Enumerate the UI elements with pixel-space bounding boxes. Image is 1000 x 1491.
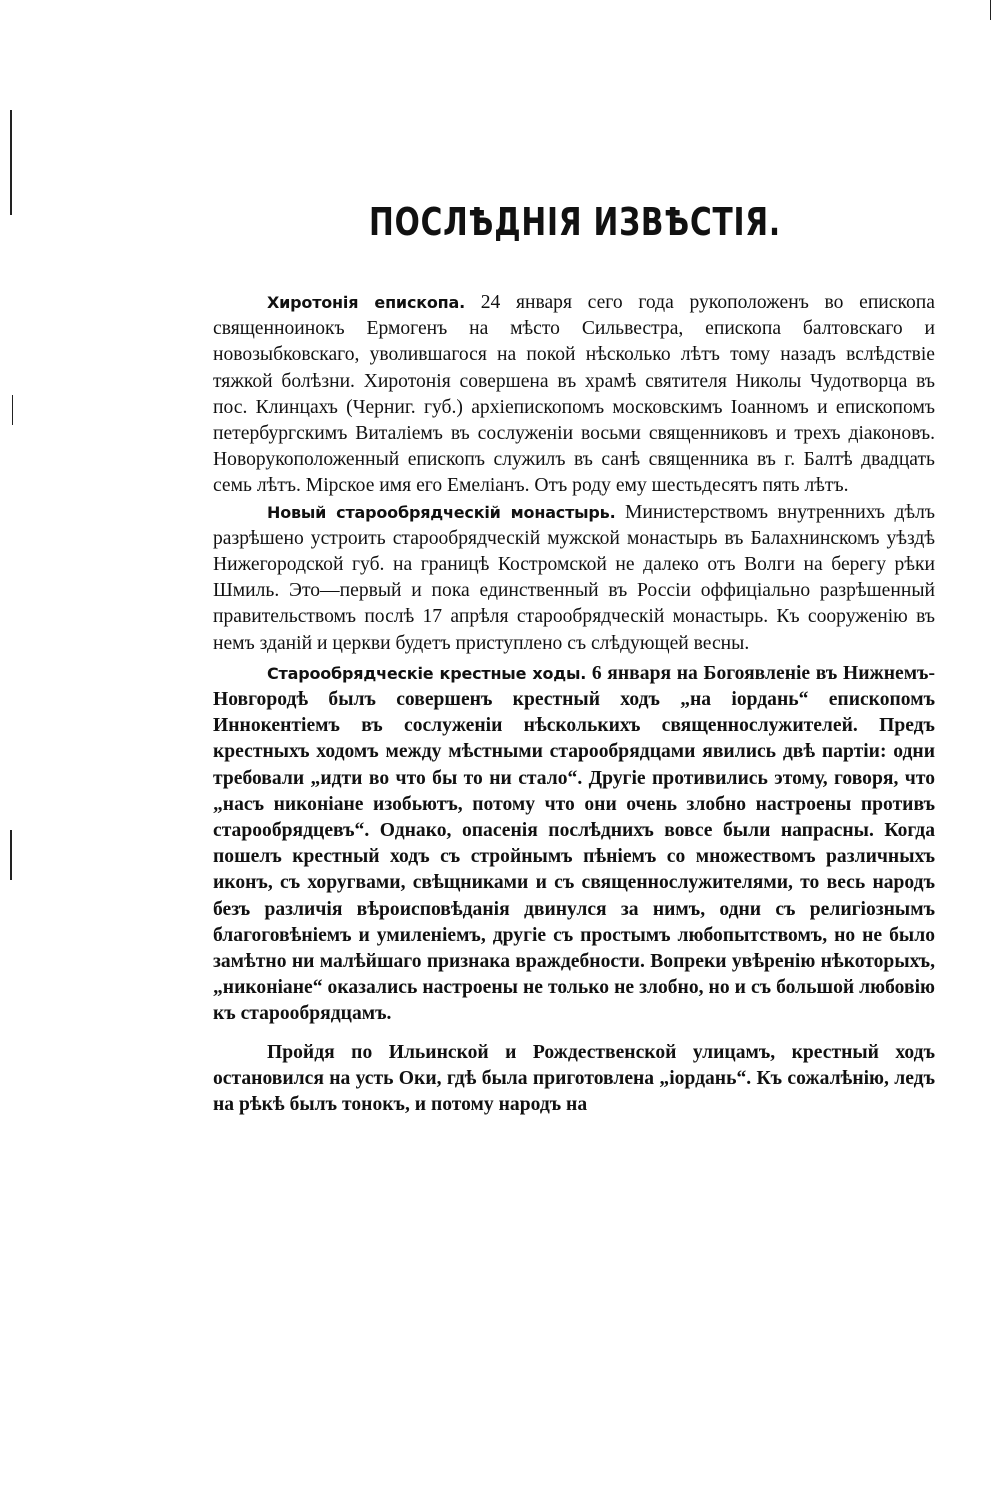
- news-item-text: 6 января на Богоявленіе въ Нижнемъ-Новгородѣ былъ совершенъ крестный ходъ „на іордань“ епископомъ Иннокентіемъ въ сослуженіи нѣсколькихъ священнослужителей. Предъ крестныхъ ходомъ между мѣстными старообрядцами явились двѣ партіи: одни требовали „идти во что бы то ни стало“. Другіе противились этому, говоря, что „насъ никоніане изобьютъ, потому что они очень злобно настроены противъ старообрядцевъ“. Однако, опасенія послѣднихъ вовсе были напрасны. Когда пошелъ крестный ходъ съ стройнымъ пѣніемъ со множествомъ различныхъ иконъ, съ хоругвами, свѣщниками и съ священнослужителями, то весь народъ безъ различія вѣроисповѣданія двинулся за нимъ, одни съ религіознымъ благоговѣніемъ и умиленіемъ, другіе съ простымъ любопытствомъ, но не было замѣтно ни малѣйшаго признака враждебности. Вопреки увѣренію нѣкоторыхъ, „никоніане“ оказались настроены не только не злобно, но и съ большой любовію къ старообрядцамъ.: [213, 662, 935, 1025]
- scan-edge-mark: [990, 0, 991, 20]
- article-body: [213, 290, 935, 1118]
- scan-edge-mark: [10, 830, 12, 880]
- news-item: [213, 661, 935, 1028]
- news-item: [213, 1040, 935, 1119]
- news-item-text: Министерствомъ внутреннихъ дѣлъ разрѣшено устроить старообрядческій мужской монастырь въ Балахнинскомъ уѣздѣ Нижегородской губ. на границѣ Костромской не далеко отъ Волги на берегу рѣки Шмиль. Это—первый и пока единственный въ Россіи оффиціально разрѣшенный правительствомъ послѣ 17 апрѣля старообрядческій монастырь. Къ сооруженію въ немъ зданій и церкви будетъ приступлено съ слѣдующей весны.: [213, 501, 935, 654]
- scan-edge-mark: [12, 395, 13, 425]
- news-item-heading: Новый старообрядческій монастырь.: [267, 502, 616, 522]
- news-item: [213, 500, 935, 657]
- page-title: ПОСЛѢДНІЯ ИЗВѢСТІЯ.: [369, 200, 781, 244]
- news-item-heading: Старообрядческіе крестные ходы.: [267, 663, 587, 683]
- news-item-text: 24 января сего года рукоположенъ во епископа священноинокъ Ермогенъ на мѣсто Сильвестра, епископа балтовскаго и новозыбковскаго, уволившагося на покой нѣсколько лѣтъ тому назадъ вслѣдствіе тяжкой болѣзни. Хиротонія совершена въ храмѣ святителя Николы Чудотворца въ пос. Клинцахъ (Черниг. губ.) архіепископомъ московскимъ Іоанномъ и епископомъ петербургскимъ Виталіемъ въ сослуженіи восьми священниковъ и трехъ діаконовъ. Новорукоположенный епископъ служилъ въ санѣ священника въ г. Балтѣ двадцать семь лѣтъ. Мірское имя его Емеліанъ. Отъ роду ему шестьдесятъ пять лѣтъ.: [213, 292, 935, 497]
- news-item-heading: Хиротонія епископа.: [267, 293, 466, 312]
- news-item: [213, 290, 935, 500]
- news-item-text: Пройдя по Ильинской и Рождественской улицамъ, крестный ходъ остановился на усть Оки, гдѣ была приготовлена „іордань“. Къ сожалѣнію, ледъ на рѣкѣ былъ тонокъ, и потому народъ на: [213, 1041, 935, 1116]
- scan-edge-mark: [10, 110, 12, 215]
